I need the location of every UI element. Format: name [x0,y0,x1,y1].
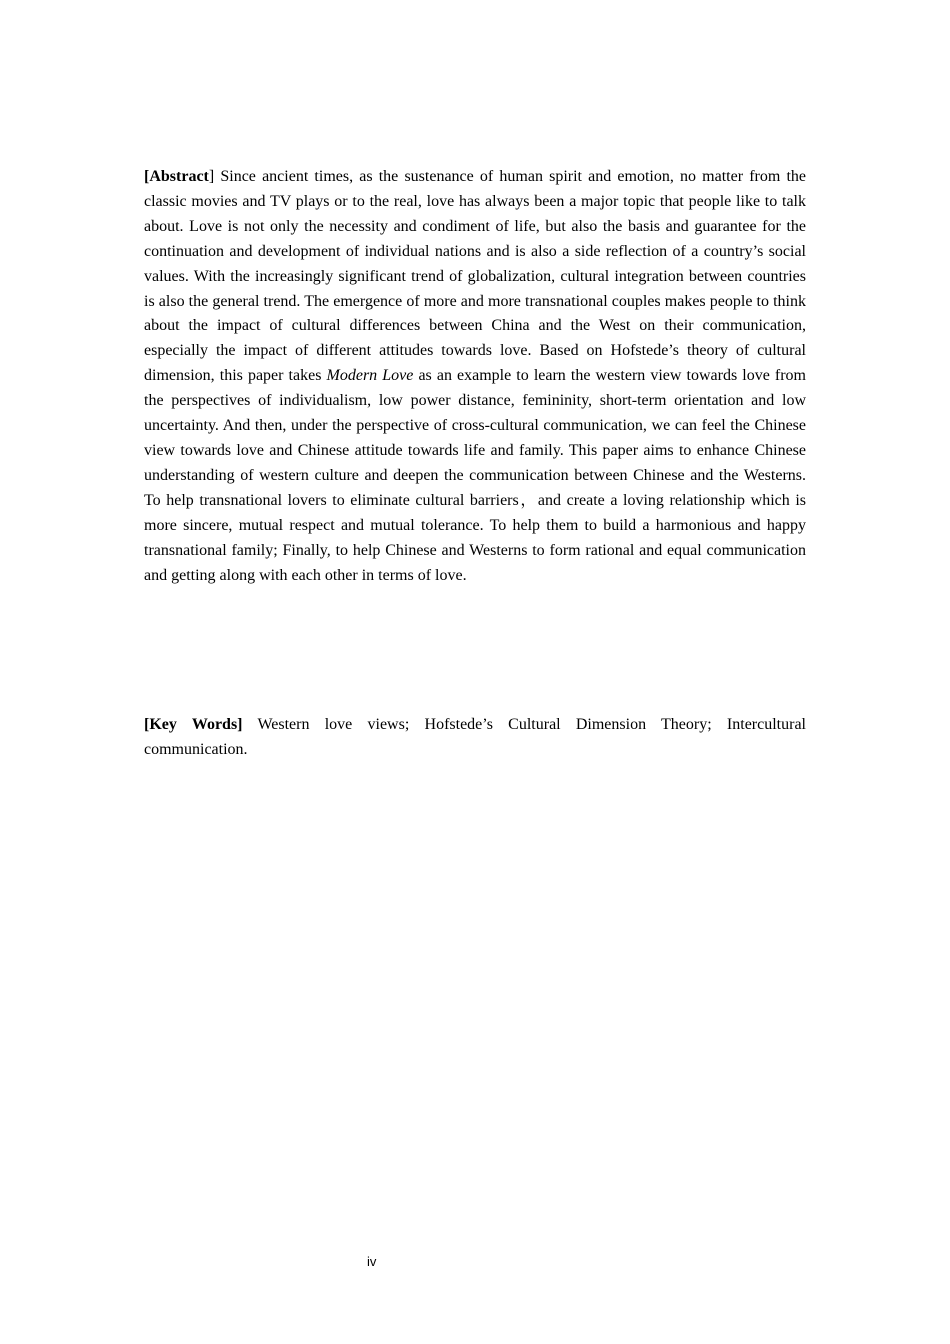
keywords-paragraph [144,713,806,763]
abstract-work-title: Modern Love [326,367,414,385]
abstract-paragraph [144,165,806,588]
keywords-label: [Key Words] [144,716,243,733]
abstract-text-part-2: as an example to learn the western view towards love from the perspectives of individualism, low power distance, femininity, short-term orientation and low uncertainty. And then, under the perspective of cross-cultural communication, we can feel the Chinese view towards love and Chinese attitude towards life and family. This paper aims to enhance Chinese understanding of western culture and deepen the communication between Chinese and the Westerns. To help transnational lovers to eliminate cultural barriers，and create a loving relationship which is more sincere, mutual respect and mutual tolerance. To help them to build a harmonious and happy transnational family; Finally, to help Chinese and Westerns to form rational and equal communication and getting along with each other in terms of love. [144,367,807,584]
abstract-text-part-1: Since ancient times, as the sustenance of human spirit and emotion, no matter from the classic movies and TV plays or to the real, love has always been a major topic that people like to talk about. Love is not only the necessity and condiment of life, but also the basis and guarantee for the continuation and development of individual nations and is also a side reflection of a country’s social values. With the increasingly significant trend of globalization, cultural integration between countries is also the general trend. The emergence of more and more transnational couples makes people to think about the impact of cultural differences between China and the West on their communication, especially the impact of different attitudes towards love. Based on Hofstede’s theory of cultural dimension, this paper takes [144,168,806,385]
page-number: iv [367,1254,377,1269]
keywords-text: Western love views; Hofstede’s Cultural Dimension Theory; Intercultural communication. [144,716,806,758]
abstract-label: [Abstract [144,168,209,185]
abstract-label-bracket: ] [208,168,215,185]
